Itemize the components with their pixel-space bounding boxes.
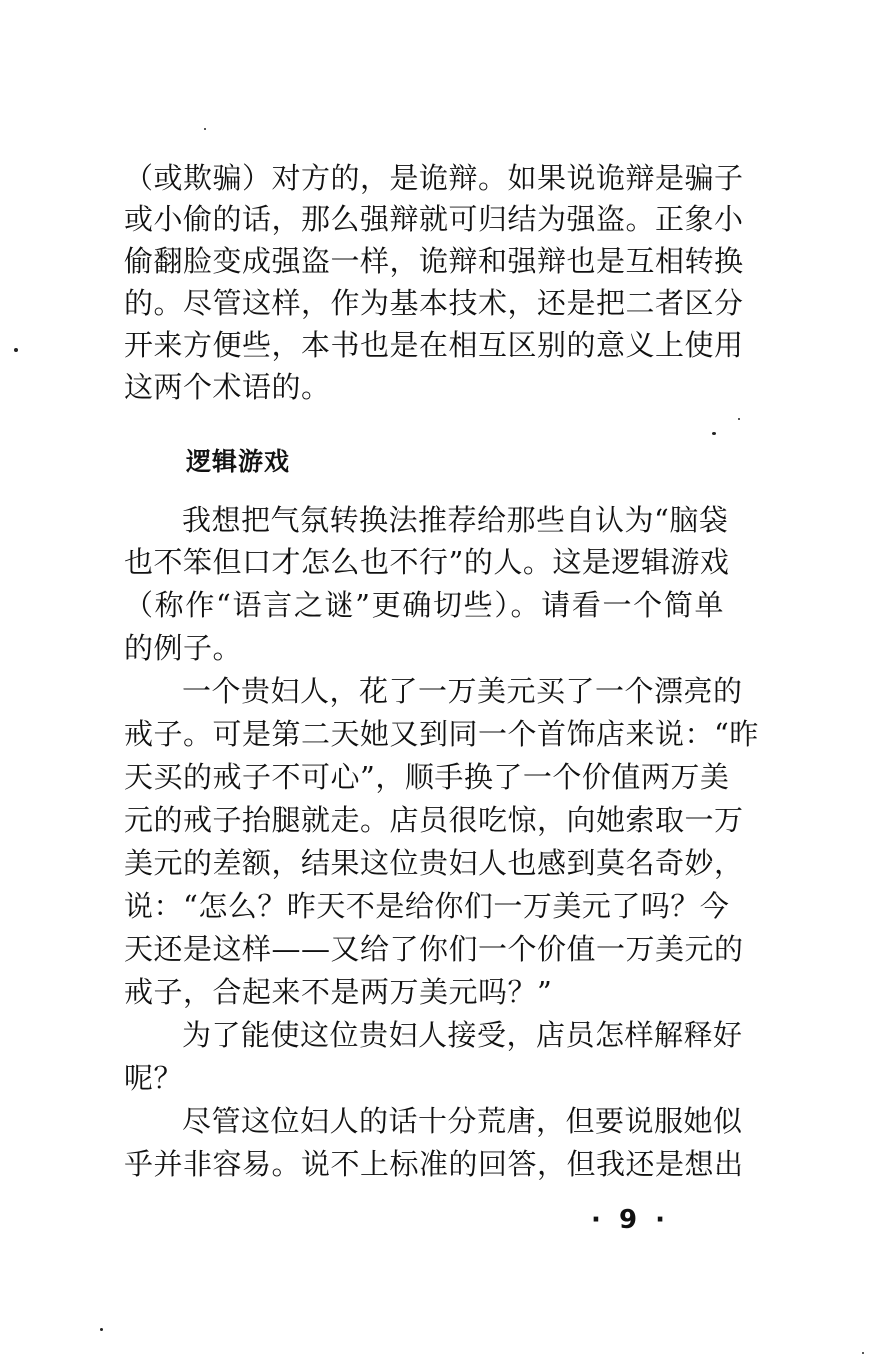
text-line: （或欺骗）对方的，是诡辩。如果说诡辩是骗子 bbox=[124, 161, 744, 195]
scan-speck bbox=[100, 1328, 103, 1331]
text-line: （称作“语言之谜”更确切些）。请看一个简单 bbox=[124, 588, 724, 622]
text-line: 也不笨但口才怎么也不行”的人。这是逻辑游戏 bbox=[124, 545, 730, 579]
text-line: 戒子。可是第二天她又到同一个首饰店来说：“昨 bbox=[124, 717, 759, 751]
scan-speck bbox=[862, 1352, 864, 1354]
text-line: 戒子，合起来不是两万美元吗？” bbox=[124, 975, 553, 1009]
text-line: 说：“怎么？昨天不是给你们一万美元了吗？今 bbox=[124, 889, 730, 923]
text-line: 尽管这位妇人的话十分荒唐，但要说服她似 bbox=[182, 1104, 743, 1138]
section-heading: 逻辑游戏 bbox=[186, 447, 291, 476]
text-line: 的。尽管这样，作为基本技术，还是把二者区分 bbox=[124, 286, 744, 320]
scan-speck bbox=[712, 432, 716, 435]
text-line: 开来方便些，本书也是在相互区别的意义上使用 bbox=[124, 328, 744, 362]
text-line: 我想把气氛转换法推荐给那些自认为“脑袋 bbox=[182, 503, 729, 537]
text-line: 这两个术语的。 bbox=[124, 370, 331, 404]
text-line: 或小偷的话，那么强辩就可归结为强盗。正象小 bbox=[124, 202, 744, 236]
scan-speck bbox=[14, 348, 18, 352]
scan-speck bbox=[204, 128, 206, 130]
text-line: 呢？ bbox=[124, 1061, 184, 1095]
text-line: 天买的戒子不可心”，顺手换了一个价值两万美 bbox=[124, 760, 730, 794]
text-line: 为了能使这位贵妇人接受，店员怎样解释好 bbox=[182, 1018, 743, 1052]
text-line: 天还是这样——又给了你们一个价值一万美元的 bbox=[124, 932, 744, 966]
page-number-value: 9 bbox=[618, 1205, 638, 1235]
text-line: 的例子。 bbox=[124, 631, 243, 665]
scan-speck bbox=[738, 418, 740, 420]
text-line: 偷翻脸变成强盗一样，诡辩和强辩也是互相转换 bbox=[124, 244, 744, 278]
text-line: 一个贵妇人，花了一万美元买了一个漂亮的 bbox=[182, 674, 743, 708]
text-line: 元的戒子抬腿就走。店员很吃惊，向她索取一万 bbox=[124, 803, 744, 837]
text-line: 美元的差额，结果这位贵妇人也感到莫名奇妙， bbox=[124, 846, 744, 880]
text-line: 乎并非容易。说不上标准的回答，但我还是想出 bbox=[124, 1147, 744, 1181]
page-number: · 9 · bbox=[590, 1205, 666, 1235]
